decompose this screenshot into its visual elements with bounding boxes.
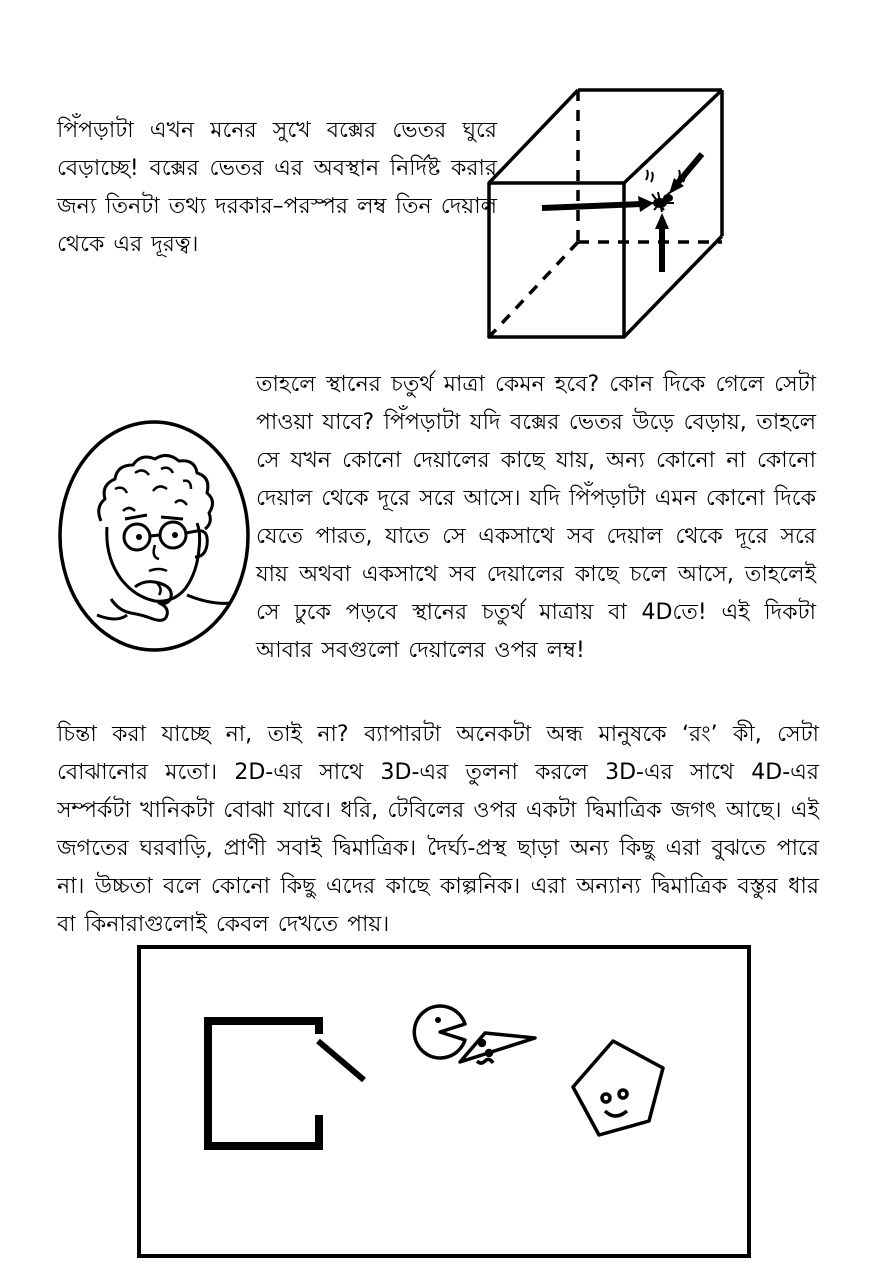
paragraph-fourth-dimension: তাহলে স্থানের চতুর্থ মাত্রা কেমন হবে? কোন দিকে গেলে সেটা পাওয়া যাবে? পিঁপড়াটা যদি বক্সের ভেতর উড়ে বেড়ায়, তাহলে সে যখন কোনো দেয়ালের কাছে যায়, অন্য কোনো না কোনো দেয়াল থেকে দূরে সরে আসে। যদি পিঁপড়াটা এমন কোনো দিকে যেতে পারত, যাতে সে একসাথে সব দেয়াল থেকে দূরে সরে যায় অথবা একসাথে সব দেয়ালের কাছে চলে আসে, তাহলেই সে ঢুকে পড়বে স্থানের চতুর্থ মাত্রায় বা 4Dতে! এই দিকটা আবার সবগুলো দেয়ালের ওপর লম্ব! <box>256 372 816 663</box>
paragraph-flatland: চিন্তা করা যাচ্ছে না, তাই না? ব্যাপারটা অনেকটা অন্ধ মানুষকে ‘রং’ কী, সেটা বোঝানোর মতো। 2D-এর সাথে 3D-এর তুলনা করলে 3D-এর সাথে 4D-এর সম্পর্কটা খানিকটা বোঝা যাবে। ধরি, টেবিলের ওপর একটা দ্বিমাত্রিক জগৎ আছে। এই জগতের ঘরবাড়ি, প্রাণী সবাই দ্বিমাত্রিক। দৈর্ঘ্য-প্রস্থ ছাড়া অন্য কিছু এরা বুঝতে পারে না। উচ্চতা বলে কোনো কিছু এদের কাছে কাল্পনিক। এরা অন্যান্য দ্বিমাত্রিক বস্তুর ধার বা কিনারাগুলোই কেবল দেখতে পায়। <box>57 722 819 937</box>
triangle-face-icon <box>460 1033 535 1063</box>
thinking-boy-illustration <box>57 419 251 653</box>
flat-house-icon <box>208 1021 364 1146</box>
paragraph-ant-in-box: পিঁপড়াটা এখন মনের সুখে বক্সের ভেতর ঘুরে বেড়াচ্ছে! বক্সের ভেতর এর অবস্থান নির্দিষ্ট করার জন্য তিনটা তথ্য দরকার–পরস্পর লম্ব তিন দেয়াল থেকে এর দূরত্ব। <box>57 118 497 257</box>
ant-icon <box>650 192 674 212</box>
flatland-illustration <box>137 945 751 1258</box>
cube-ant-illustration <box>478 82 742 344</box>
pentagon-face-icon <box>573 1041 663 1135</box>
pacman-icon <box>414 1006 465 1058</box>
